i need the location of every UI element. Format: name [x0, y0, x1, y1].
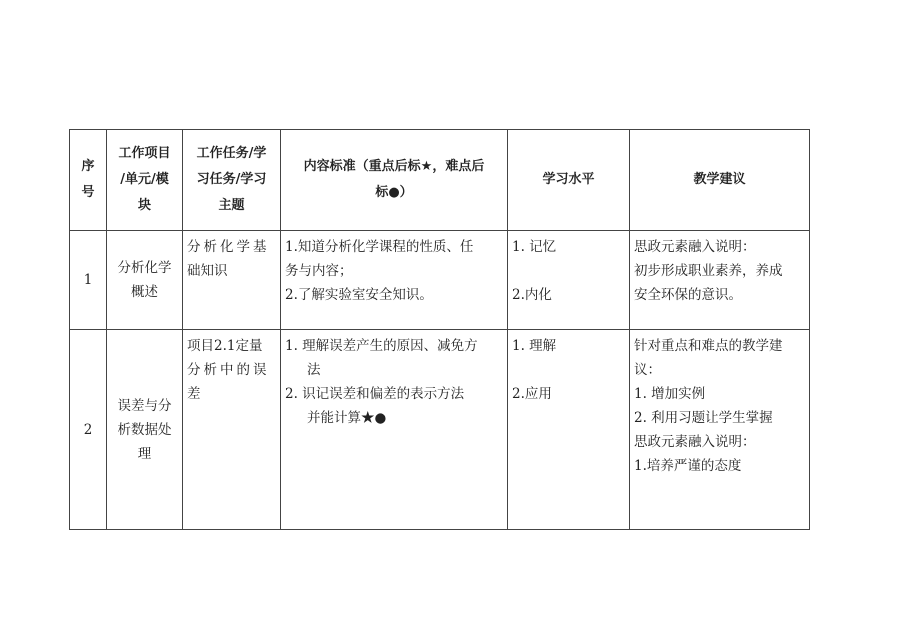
row-advice [630, 330, 810, 530]
header-seq-line: 序 [81, 159, 95, 174]
row-project-line: 析数据处 [117, 421, 172, 438]
row-task-line: 差 [187, 386, 201, 402]
header-task-line: 工作任务/学 [196, 146, 267, 161]
row-advice-line: 思政元素融入说明： [634, 239, 756, 255]
row-project-line: 分析化学 [117, 260, 172, 276]
course-standard-table [69, 129, 810, 530]
row-level-line: 1. 理解 [512, 338, 557, 354]
row-content-line: 1. 理解误差产生的原因、减免方 [285, 338, 478, 354]
spacer [512, 358, 625, 382]
row-task [183, 330, 281, 530]
row-level [508, 231, 630, 330]
header-seq [70, 130, 107, 231]
row-seq: 2 [70, 330, 107, 530]
header-project-line: 块 [137, 198, 151, 213]
header-level: 学习水平 [508, 130, 630, 231]
row-project-line: 概述 [131, 284, 158, 300]
row-content-line: 2.了解实验室安全知识。 [285, 287, 433, 303]
header-content [281, 130, 508, 231]
header-seq-line: 号 [81, 185, 95, 200]
header-task-line: 主题 [218, 198, 245, 213]
row-task-line: 分析化学基 [187, 239, 270, 255]
row-task-line: 础知识 [187, 263, 228, 279]
row-advice-line: 议： [634, 362, 661, 378]
row-level-line: 1. 记忆 [512, 239, 557, 255]
row-level [508, 330, 630, 530]
spacer [512, 259, 625, 283]
row-content-line: 并能计算★● [307, 410, 387, 426]
row-level-line: 2.内化 [512, 287, 552, 303]
table-header-row [70, 130, 810, 231]
row-project-line: 误差与分 [117, 397, 172, 414]
row-advice [630, 231, 810, 330]
row-project [107, 330, 183, 530]
row-advice-line: 针对重点和难点的教学建 [634, 338, 783, 354]
row-task-line: 项目2.1定量 [187, 338, 263, 354]
header-project-line: 工作项目 [118, 146, 171, 161]
row-task [183, 231, 281, 330]
row-project [107, 231, 183, 330]
row-content-line: 法 [307, 362, 321, 378]
table-row [70, 330, 810, 530]
header-content-line: 内容标准（重点后标★，难点后 [303, 159, 485, 174]
row-content-line: 2. 识记误差和偏差的表示方法 [285, 386, 465, 402]
header-task-line: 习任务/学习 [196, 172, 267, 187]
row-content-line: 1.知道分析化学课程的性质、任 [285, 239, 474, 255]
header-project-line: /单元/模 [120, 172, 169, 187]
table-row [70, 231, 810, 330]
header-content-line: 标●） [375, 185, 413, 200]
header-advice: 教学建议 [630, 130, 810, 231]
row-advice-line: 思政元素融入说明： [634, 434, 756, 450]
row-content-line: 务与内容； [285, 263, 353, 279]
row-project-line: 理 [137, 445, 152, 462]
row-advice-line: 2. 利用习题让学生掌握 [634, 410, 773, 426]
header-task [183, 130, 281, 231]
row-task-line: 分析中的误 [187, 362, 270, 378]
row-advice-line: 1.培养严谨的态度 [634, 458, 742, 474]
row-level-line: 2.应用 [512, 386, 552, 402]
row-content [281, 330, 508, 530]
row-advice-line: 1. 增加实例 [634, 386, 706, 402]
row-advice-line: 初步形成职业素养，养成 [634, 263, 783, 279]
row-content [281, 231, 508, 330]
header-project [107, 130, 183, 231]
row-advice-line: 安全环保的意识。 [634, 287, 742, 303]
row-seq: 1 [70, 231, 107, 330]
